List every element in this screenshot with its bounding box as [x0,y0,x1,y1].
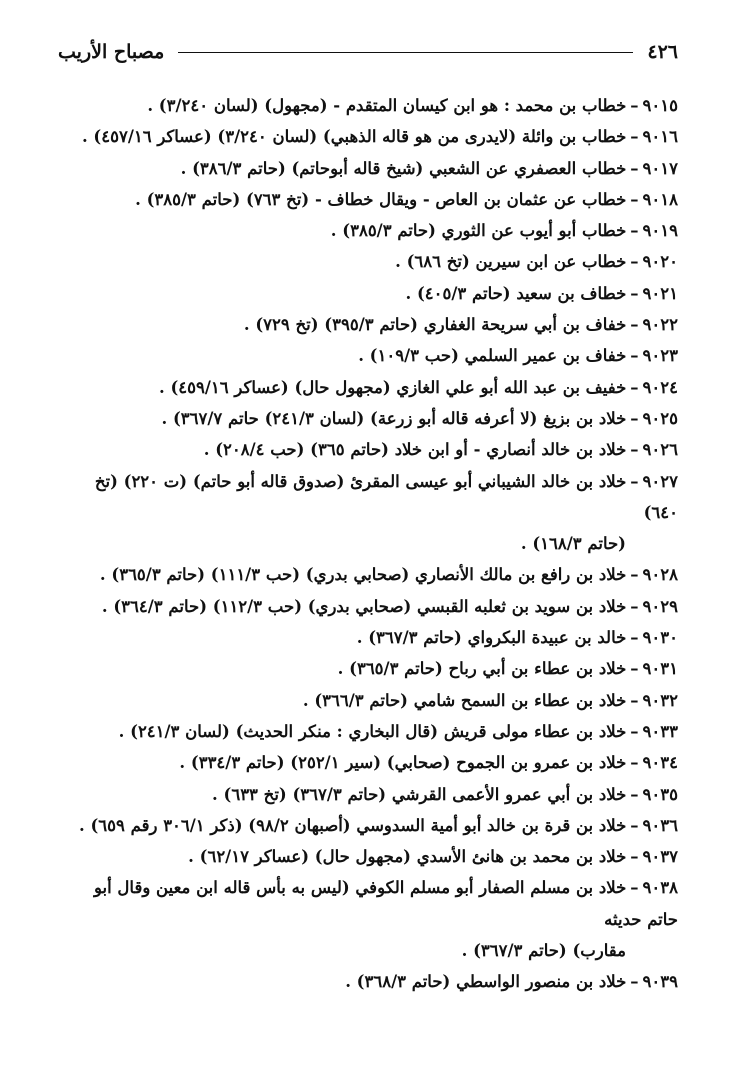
entry-number: ٩٠١٨ [642,189,678,209]
entry-text: خلاد بن محمد بن هانئ الأسدي (مجهول حال) (عساكر ٦٢/١٧) . [188,847,627,867]
entry-number: ٩٠٢٩ [642,596,678,616]
entry-dash: – [630,315,639,335]
entry-number: ٩٠١٥ [642,96,678,115]
entry-dash: – [630,346,639,366]
entry-text: خلاد بن خالد الشيباني أبو عيسى المقرئ (صدوق قاله أبو حاتم) (ت ٢٢٠) (تخ ٦٤٠) [94,471,678,522]
entry-dash: – [630,721,639,741]
page-number: ٤٢٦ [647,41,678,63]
entry-number: ٩٠٣٢ [642,690,678,710]
entry-text: خطاب بن محمد : هو ابن كيسان المتقدم - (مجهول) (لسان ٣/٢٤٠) . [147,96,627,115]
entry-text: خطاب بن وائلة (لايدرى من هو قاله الذهبي) (لسان ٣/٢٤٠) (عساكر ٤٥٧/١٦) . [81,127,627,147]
entry-number: ٩٠١٦ [642,127,678,147]
entry-text: خلاد بن عمرو بن الجموح (صحابي) (سير ٢٥٢/١) (حاتم ٣٣٤/٣) . [179,753,627,773]
entry-number: ٩٠٢٦ [642,440,678,460]
entry-item [58,716,678,747]
entry-item [58,779,678,810]
entry-number: ٩٠٣٦ [642,815,678,835]
entry-item [58,747,678,778]
entry-text: خفاف بن عمير السلمي (حب ١٠٩/٣) . [358,346,627,366]
entry-number: ٩٠٣١ [642,659,678,679]
entry-dash: – [630,565,639,585]
entry-item [58,153,678,184]
entry-item [58,559,678,590]
entry-item [58,466,678,560]
entry-number: ٩٠٣٨ [642,878,678,898]
entry-number: ٩٠٣٩ [642,972,678,992]
entry-item [58,309,678,340]
entry-dash: – [630,878,639,898]
entry-list [58,90,678,998]
entry-text: خطاب عن ابن سيرين (تخ ٦٨٦) . [395,252,627,272]
entry-item [58,403,678,434]
entry-text: خلاد بن منصور الواسطي (حاتم ٣٦٨/٣) . [345,972,627,992]
entry-item [58,591,678,622]
entry-number: ٩٠٣٤ [642,753,678,773]
entry-number: ٩٠٢١ [642,283,678,303]
entry-item [58,622,678,653]
entry-continuation: مقارب) (حاتم ٣٦٧/٣) . [461,941,626,961]
entry-item [58,215,678,246]
entry-text: خطاف بن سعيد (حاتم ٤٠٥/٣) . [405,283,627,303]
entry-text: خلاد بن بزيغ (لا أعرفه قاله أبو زرعة) (لسان ٢٤١/٣) حاتم ٣٦٧/٧) . [161,408,627,428]
entry-number: ٩٠٢٨ [642,565,678,585]
entry-dash: – [630,189,639,209]
entry-number: ٩٠٢٢ [642,315,678,335]
entry-item [58,372,678,403]
entry-dash: – [630,753,639,773]
entry-item [58,841,678,872]
entry-item [58,184,678,215]
entry-dash: – [630,471,639,491]
page-header [58,36,678,68]
entry-dash: – [630,252,639,272]
entry-number: ٩٠٣٠ [642,628,678,648]
entry-number: ٩٠١٩ [642,221,678,241]
entry-item [58,90,678,121]
entry-text: خلاد بن خالد أنصاري - أو ابن خلاد (حاتم ٣٦٥) (حب ٢٠٨/٤) . [203,440,627,460]
entry-item [58,121,678,152]
entry-dash: – [630,158,639,178]
entry-text: خفيف بن عبد الله أبو علي الغازي (مجهول حال) (عساكر ٤٥٩/١٦) . [159,377,627,397]
entry-dash: – [630,972,639,992]
entry-text: خلاد بن عطاء بن أبي رباح (حاتم ٣٦٥/٣) . [337,659,627,679]
entry-dash: – [630,127,639,147]
entry-item [58,246,678,277]
entry-item [58,872,678,966]
entry-dash: – [630,815,639,835]
entry-text: خلاد بن قرة بن خالد أبو أمية السدوسي (أصبهان ٩٨/٢) (ذكر ٣٠٦/١ رقم ٦٥٩) . [78,815,627,835]
entry-dash: – [630,283,639,303]
entry-text: خطاب أبو أيوب عن الثوري (حاتم ٣٨٥/٣) . [330,221,627,241]
entry-text: خفاف بن أبي سريحة الغفاري (حاتم ٣٩٥/٣) (تخ ٧٢٩) . [243,315,627,335]
entry-number: ٩٠٣٣ [642,721,678,741]
header-rule [178,52,633,53]
entry-item [58,653,678,684]
entry-number: ٩٠٢٥ [642,408,678,428]
entry-dash: – [630,847,639,867]
entry-dash: – [630,377,639,397]
entry-dash: – [630,690,639,710]
entry-item [58,278,678,309]
entry-number: ٩٠٢٤ [642,377,678,397]
entry-dash: – [630,784,639,804]
entry-number: ٩٠٢٠ [642,252,678,272]
entry-text: خلاد بن مسلم الصفار أبو مسلم الكوفي (ليس به بأس قاله ابن معين وقال أبو حاتم حديثه [93,878,678,929]
entry-item [58,685,678,716]
entry-dash: – [630,596,639,616]
entry-number: ٩٠١٧ [642,158,678,178]
running-title: مصباح الأريب [58,41,165,63]
entry-text: خالد بن عبيدة البكرواي (حاتم ٣٦٧/٣) . [356,628,627,648]
entry-text: خلاد بن أبي عمرو الأعمى القرشي (حاتم ٣٦٧/٣) (تخ ٦٣٣) . [212,784,627,804]
entry-dash: – [630,221,639,241]
entry-text: خلاد بن عطاء بن السمح شامي (حاتم ٣٦٦/٣) . [302,690,627,710]
entry-text: خطاب العصفري عن الشعبي (شيخ قاله أبوحاتم) (حاتم ٣٨٦/٣) . [180,158,627,178]
entry-item [58,340,678,371]
entry-text: خلاد بن سويد بن ثعلبه القبسي (صحابي بدري) (حب ١١٢/٣) (حاتم ٣٦٤/٣) . [101,596,627,616]
entry-dash: – [630,408,639,428]
entry-dash: – [630,440,639,460]
entry-dash: – [630,96,639,115]
entry-continuation: (حاتم ١٦٨/٣) . [520,534,626,554]
entry-text: خلاد بن عطاء مولى قريش (قال البخاري : منكر الحديث) (لسان ٢٤١/٣) . [118,721,627,741]
entry-dash: – [630,659,639,679]
entry-item [58,966,678,997]
entry-dash: – [630,628,639,648]
entry-number: ٩٠٢٣ [642,346,678,366]
entry-item [58,810,678,841]
entry-number: ٩٠٣٥ [642,784,678,804]
entry-text: خطاب عن عثمان بن العاص - ويقال خطاف - (تخ ٧٦٣) (حاتم ٣٨٥/٣) . [135,189,627,209]
entry-text: خلاد بن رافع بن مالك الأنصاري (صحابي بدري) (حب ١١١/٣) (حاتم ٣٦٥/٣) . [99,565,627,585]
entry-number: ٩٠٣٧ [642,847,678,867]
entry-item [58,434,678,465]
entry-number: ٩٠٢٧ [642,471,678,491]
